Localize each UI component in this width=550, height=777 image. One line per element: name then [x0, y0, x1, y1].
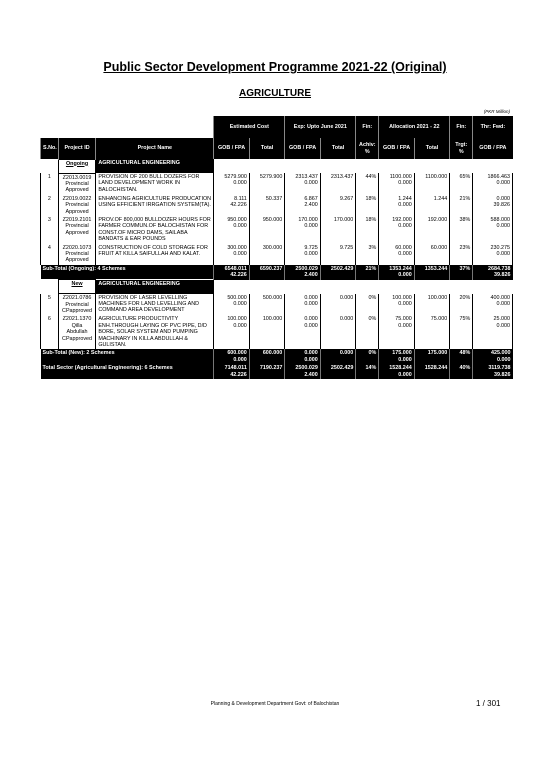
- alloc-gob-cell: 1.244 0.000: [379, 195, 415, 216]
- alloc-total-cell: 175.000: [414, 349, 450, 364]
- exp-total-cell: 2502.429: [320, 265, 356, 280]
- exp-total-cell: 2502.429: [320, 364, 356, 379]
- alloc-gob-cell: 192.000 0.000: [379, 216, 415, 244]
- exp-total-cell: 9.725: [320, 244, 356, 265]
- thr-gob-cell: 2684.738 39.826: [473, 265, 513, 280]
- header-column-row: [41, 138, 513, 159]
- total-cell: 600.000: [249, 349, 285, 364]
- project-name-cell: PROVISION OF 200 BULL DOZERS FOR LAND DEVELOPMENT WORK IN BALOCHISTAN.: [96, 173, 214, 195]
- trgt-cell: 37%: [450, 265, 473, 280]
- achiv-cell: 21%: [356, 265, 379, 280]
- total-cell: 100.000: [249, 315, 285, 349]
- total-cell: 50.337: [249, 195, 285, 216]
- gob-cell: 300.000 0.000: [214, 244, 250, 265]
- exp-gob-cell: 2313.437 0.000: [285, 173, 321, 195]
- exp-total-cell: 2313.437: [320, 173, 356, 195]
- sn-cell: 3: [41, 216, 59, 244]
- project-id-cell: Z2020.1073 Provincial Approved: [58, 244, 96, 265]
- col-sno: S.No.: [41, 138, 59, 159]
- total-cell: 5279.900: [249, 173, 285, 195]
- project-id-cell: Z2019.2101 Provincial Approved: [58, 216, 96, 244]
- alloc-total-cell: 75.000: [414, 315, 450, 349]
- exp-total-cell: 0.000: [320, 349, 356, 364]
- sn-cell: 6: [41, 315, 59, 349]
- achiv-cell: 0%: [356, 294, 379, 316]
- subtotal-row-new: [41, 349, 513, 364]
- gob-cell: 8.111 42.226: [214, 195, 250, 216]
- achiv-cell: 3%: [356, 244, 379, 265]
- thr-fwd-header: Thr: Fwd:: [473, 116, 513, 138]
- sn-cell: 5: [41, 294, 59, 316]
- alloc-gob-cell: 1353.244 0.000: [379, 265, 415, 280]
- alloc-gob-cell: 175.000 0.000: [379, 349, 415, 364]
- total-sector-row: [41, 364, 513, 379]
- trgt-cell: 65%: [450, 173, 473, 195]
- total-label: Total Sector (Agricultural Engineering): 6 Schemes: [41, 364, 214, 379]
- table-row: [41, 244, 513, 265]
- sn-cell: 1: [41, 173, 59, 195]
- col-project-name: Project Name: [96, 138, 214, 159]
- thr-gob-cell: 1866.463 0.000: [473, 173, 513, 195]
- thr-gob-cell: 425.000 0.000: [473, 349, 513, 364]
- col-trgt: Trgt: %: [450, 138, 473, 159]
- achiv-cell: 18%: [356, 216, 379, 244]
- project-name-cell: ENHANCING AGRICULTURE PRODUCATION USING EFFICIENT IRRGATION SYSTEM(TA).: [96, 195, 214, 216]
- category-row-ongoing: [41, 159, 513, 173]
- alloc-total-cell: 1.244: [414, 195, 450, 216]
- achiv-cell: 44%: [356, 173, 379, 195]
- gob-cell: 600.000 0.000: [214, 349, 250, 364]
- exp-gob-cell: 9.725 0.000: [285, 244, 321, 265]
- col-gob-fpa: GOB / FPA: [214, 138, 250, 159]
- exp-gob-cell: 0.000 0.000: [285, 349, 321, 364]
- fin-header: Fin:: [356, 116, 379, 138]
- exp-total-cell: 9.267: [320, 195, 356, 216]
- gob-cell: 500.000 0.000: [214, 294, 250, 316]
- status-label: New: [58, 280, 96, 294]
- achiv-cell: 0%: [356, 349, 379, 364]
- sn-cell: 4: [41, 244, 59, 265]
- category-label: AGRICULTURAL ENGINEERING: [96, 280, 214, 294]
- table-row: [41, 216, 513, 244]
- alloc-total-cell: 60.000: [414, 244, 450, 265]
- alloc-total-cell: 100.000: [414, 294, 450, 316]
- alloc-total-cell: 1100.000: [414, 173, 450, 195]
- col-total: Total: [249, 138, 285, 159]
- fin-header-2: Fin:: [450, 116, 473, 138]
- subtotal-label: Sub-Total (New): 2 Schemes: [41, 349, 214, 364]
- table-row: [41, 315, 513, 349]
- exp-gob-cell: 170.000 0.000: [285, 216, 321, 244]
- trgt-cell: 48%: [450, 349, 473, 364]
- gob-cell: 100.000 0.000: [214, 315, 250, 349]
- trgt-cell: 40%: [450, 364, 473, 379]
- achiv-cell: 14%: [356, 364, 379, 379]
- thr-gob-cell: 0.000 39.826: [473, 195, 513, 216]
- total-cell: 7190.237: [249, 364, 285, 379]
- trgt-cell: 21%: [450, 195, 473, 216]
- col-alloc-gob-fpa: GOB / FPA: [379, 138, 415, 159]
- table-row: [41, 294, 513, 316]
- col-project-id: Project ID: [58, 138, 96, 159]
- category-label: AGRICULTURAL ENGINEERING: [96, 159, 214, 173]
- trgt-cell: 38%: [450, 216, 473, 244]
- footer-text: Planning & Development Department Govt: of Balochistan: [210, 701, 340, 707]
- category-row-new: [41, 280, 513, 294]
- project-id-cell: Z2021.1370 Qilla Abdullah CPapproved: [58, 315, 96, 349]
- sn-cell: 2: [41, 195, 59, 216]
- achiv-cell: 0%: [356, 315, 379, 349]
- table-row: [41, 195, 513, 216]
- alloc-gob-cell: 1528.244 0.000: [379, 364, 415, 379]
- exp-total-cell: 0.000: [320, 315, 356, 349]
- project-id-cell: Z2021.0786 Provincial CPapproved: [58, 294, 96, 316]
- alloc-gob-cell: 75.000 0.000: [379, 315, 415, 349]
- alloc-total-cell: 1528.244: [414, 364, 450, 379]
- project-id-cell: Z2013.0019 Provincial Approved: [58, 173, 96, 195]
- exp-gob-cell: 2500.029 2.400: [285, 364, 321, 379]
- trgt-cell: 75%: [450, 315, 473, 349]
- status-label: Ongoing: [58, 159, 96, 173]
- alloc-total-cell: 1353.244: [414, 265, 450, 280]
- gob-cell: 7148.011 42.226: [214, 364, 250, 379]
- project-name-cell: CONSTRUCTION OF COLD STORAGE FOR FRUIT AT KILLA SAIFULLAH AND KALAT.: [96, 244, 214, 265]
- total-cell: 950.000: [249, 216, 285, 244]
- gob-cell: 6548.011 42.226: [214, 265, 250, 280]
- exp-gob-cell: 0.000 0.000: [285, 294, 321, 316]
- project-name-cell: AGRICULTURE PRODUCTIVITY ENH.THROUGH LAYING OF PVC PIPE, D/D BORE, SOLAR SYSTEM AND PUMPING MACHINARY IN KILLA ABDULLAH & GULISTAN.: [96, 315, 214, 349]
- col-exp-total: Total: [320, 138, 356, 159]
- col-alloc-total: Total: [414, 138, 450, 159]
- exp-gob-cell: 0.000 0.000: [285, 315, 321, 349]
- exp-total-cell: 170.000: [320, 216, 356, 244]
- psdp-table: [40, 116, 513, 379]
- gob-cell: 5279.900 0.000: [214, 173, 250, 195]
- total-cell: 500.000: [249, 294, 285, 316]
- total-cell: 6590.237: [249, 265, 285, 280]
- project-id-cell: Z2019.0022 Provincial Approved: [58, 195, 96, 216]
- alloc-gob-cell: 1100.000 0.000: [379, 173, 415, 195]
- thr-gob-cell: 25.000 0.000: [473, 315, 513, 349]
- trgt-cell: 20%: [450, 294, 473, 316]
- gob-cell: 950.000 0.000: [214, 216, 250, 244]
- col-thr-gob-fpa: GOB / FPA: [473, 138, 513, 159]
- thr-gob-cell: 230.275 0.000: [473, 244, 513, 265]
- page-title: Public Sector Development Programme 2021-22 (Original): [103, 60, 447, 74]
- project-name-cell: PROV.OF 800,000 BULLDOZER HOURS FOR FARMER COMMUN.OF BALOCHISTAN FOR CONST.OF MICRO DAMS, SAILABA BANDATS & EAR POUNDS: [96, 216, 214, 244]
- header-group-row: [41, 116, 513, 138]
- subtotal-label: Sub-Total (Ongoing): 4 Schemes: [41, 265, 214, 280]
- exp-gob-cell: 6.867 2.400: [285, 195, 321, 216]
- allocation-header: Allocation 2021 - 22: [379, 116, 450, 138]
- units-label: (PKR Million): [483, 109, 510, 114]
- project-name-cell: PROVISION OF LASER LEVELLING MACHINES FOR LAND LEVELLING AND COMMAND AREA DEVELOPMENT: [96, 294, 214, 316]
- alloc-gob-cell: 100.000 0.000: [379, 294, 415, 316]
- exp-total-cell: 0.000: [320, 294, 356, 316]
- table-row: [41, 173, 513, 195]
- thr-gob-cell: 3119.738 39.826: [473, 364, 513, 379]
- trgt-cell: 23%: [450, 244, 473, 265]
- thr-gob-cell: 588.000 0.000: [473, 216, 513, 244]
- sector-heading: AGRICULTURE: [238, 88, 312, 99]
- thr-gob-cell: 400.000 0.000: [473, 294, 513, 316]
- col-achiv: Achiv: %: [356, 138, 379, 159]
- exp-header: Exp: Upto June 2021: [285, 116, 356, 138]
- total-cell: 300.000: [249, 244, 285, 265]
- col-exp-gob-fpa: GOB / FPA: [285, 138, 321, 159]
- page-number: 1 / 301: [476, 699, 501, 708]
- exp-gob-cell: 2500.029 2.400: [285, 265, 321, 280]
- subtotal-row-ongoing: [41, 265, 513, 280]
- achiv-cell: 18%: [356, 195, 379, 216]
- alloc-gob-cell: 60.000 0.000: [379, 244, 415, 265]
- est-cost-header: Estimated Cost: [214, 116, 285, 138]
- alloc-total-cell: 192.000: [414, 216, 450, 244]
